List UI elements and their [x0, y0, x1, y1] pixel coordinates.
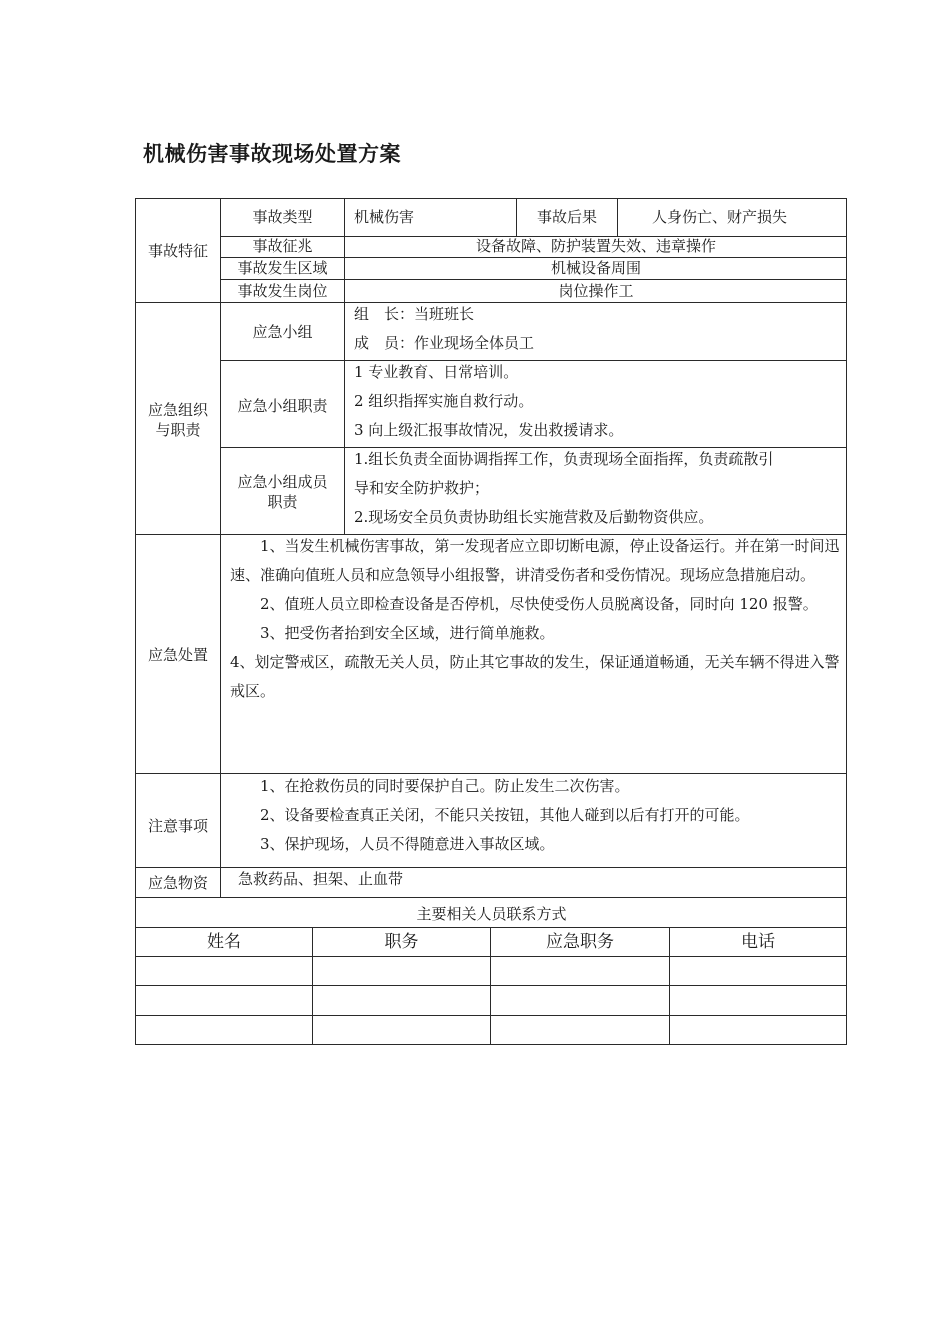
note-item: 3、保护现场，人员不得随意进入事故区域。 [260, 835, 555, 853]
area-value: 机械设备周围 [550, 259, 641, 277]
materials-value: 急救药品、担架、止血带 [238, 870, 404, 888]
contacts-header-name: 姓名 [207, 932, 241, 952]
org-section-label-line1: 应急组织 [147, 401, 208, 419]
post-value: 岗位操作工 [558, 282, 634, 300]
member-duty-line: 2.现场安全员负责协助组长实施营救及后勤物资供应。 [354, 508, 714, 526]
materials-label: 应急物资 [147, 874, 208, 892]
contacts-header-position: 职务 [384, 932, 419, 952]
member-duty-line: 1.组长负责全面协调指挥工作，负责现场全面指挥，负责疏散引 [354, 450, 774, 468]
features-section-label: 事故特征 [147, 242, 208, 260]
member-label-line1: 应急小组成员 [237, 473, 328, 491]
contacts-header-emergency-role: 应急职务 [546, 932, 614, 952]
accident-type-label: 事故类型 [252, 208, 313, 226]
contacts-title: 主要相关人员联系方式 [416, 905, 567, 923]
accident-type-value: 机械伤害 [354, 208, 415, 226]
area-label: 事故发生区域 [237, 259, 328, 277]
response-step: 1、当发生机械伤害事故，第一发现者应立即切断电源，停止设备运行。并在第一时间迅速、准确向值班人员和应急领导小组报警，讲清受伤者和受伤情况。现场应急措施启动。 [230, 537, 840, 584]
note-item: 2、设备要检查真正关闭，不能只关按钮，其他人碰到以后有打开的可能。 [260, 806, 750, 824]
note-item: 1、在抢救伤员的同时要保护自己。防止发生二次伤害。 [260, 777, 630, 795]
response-step: 3、把受伤者抬到安全区域，进行简单施救。 [260, 624, 555, 642]
contacts-header-phone: 电话 [741, 932, 775, 952]
notes-label: 注意事项 [147, 817, 208, 835]
group-members: 成 员：作业现场全体员工 [354, 334, 535, 352]
duty-line: 1 专业教育、日常培训。 [354, 363, 519, 381]
duty-label: 应急小组职责 [237, 397, 328, 415]
signs-label: 事故征兆 [252, 237, 313, 255]
response-step: 2、值班人员立即检查设备是否停机，尽快使受伤人员脱离设备，同时向 120 报警。 [260, 595, 818, 613]
consequence-value: 人身伤亡、财产损失 [652, 208, 788, 226]
notes-body [230, 772, 840, 859]
response-label: 应急处置 [147, 646, 208, 664]
org-section-label-line2: 与职责 [155, 421, 201, 439]
group-label: 应急小组 [252, 323, 313, 341]
duty-line: 2 组织指挥实施自救行动。 [354, 392, 534, 410]
consequence-label: 事故后果 [536, 208, 597, 226]
group-leader: 组 长：当班班长 [354, 305, 475, 323]
post-label: 事故发生岗位 [237, 282, 328, 300]
member-label-line2: 职责 [267, 493, 298, 511]
member-duty-line: 导和安全防护救护； [354, 479, 490, 497]
signs-value: 设备故障、防护装置失效、违章操作 [475, 237, 716, 255]
duty-line: 3 向上级汇报事故情况，发出救援请求。 [354, 421, 624, 439]
response-step: 4、划定警戒区，疏散无关人员，防止其它事故的发生，保证通道畅通，无关车辆不得进入警戒区。 [230, 653, 840, 700]
page-title: 机械伤害事故现场处置方案 [143, 142, 401, 166]
response-body [230, 532, 840, 706]
